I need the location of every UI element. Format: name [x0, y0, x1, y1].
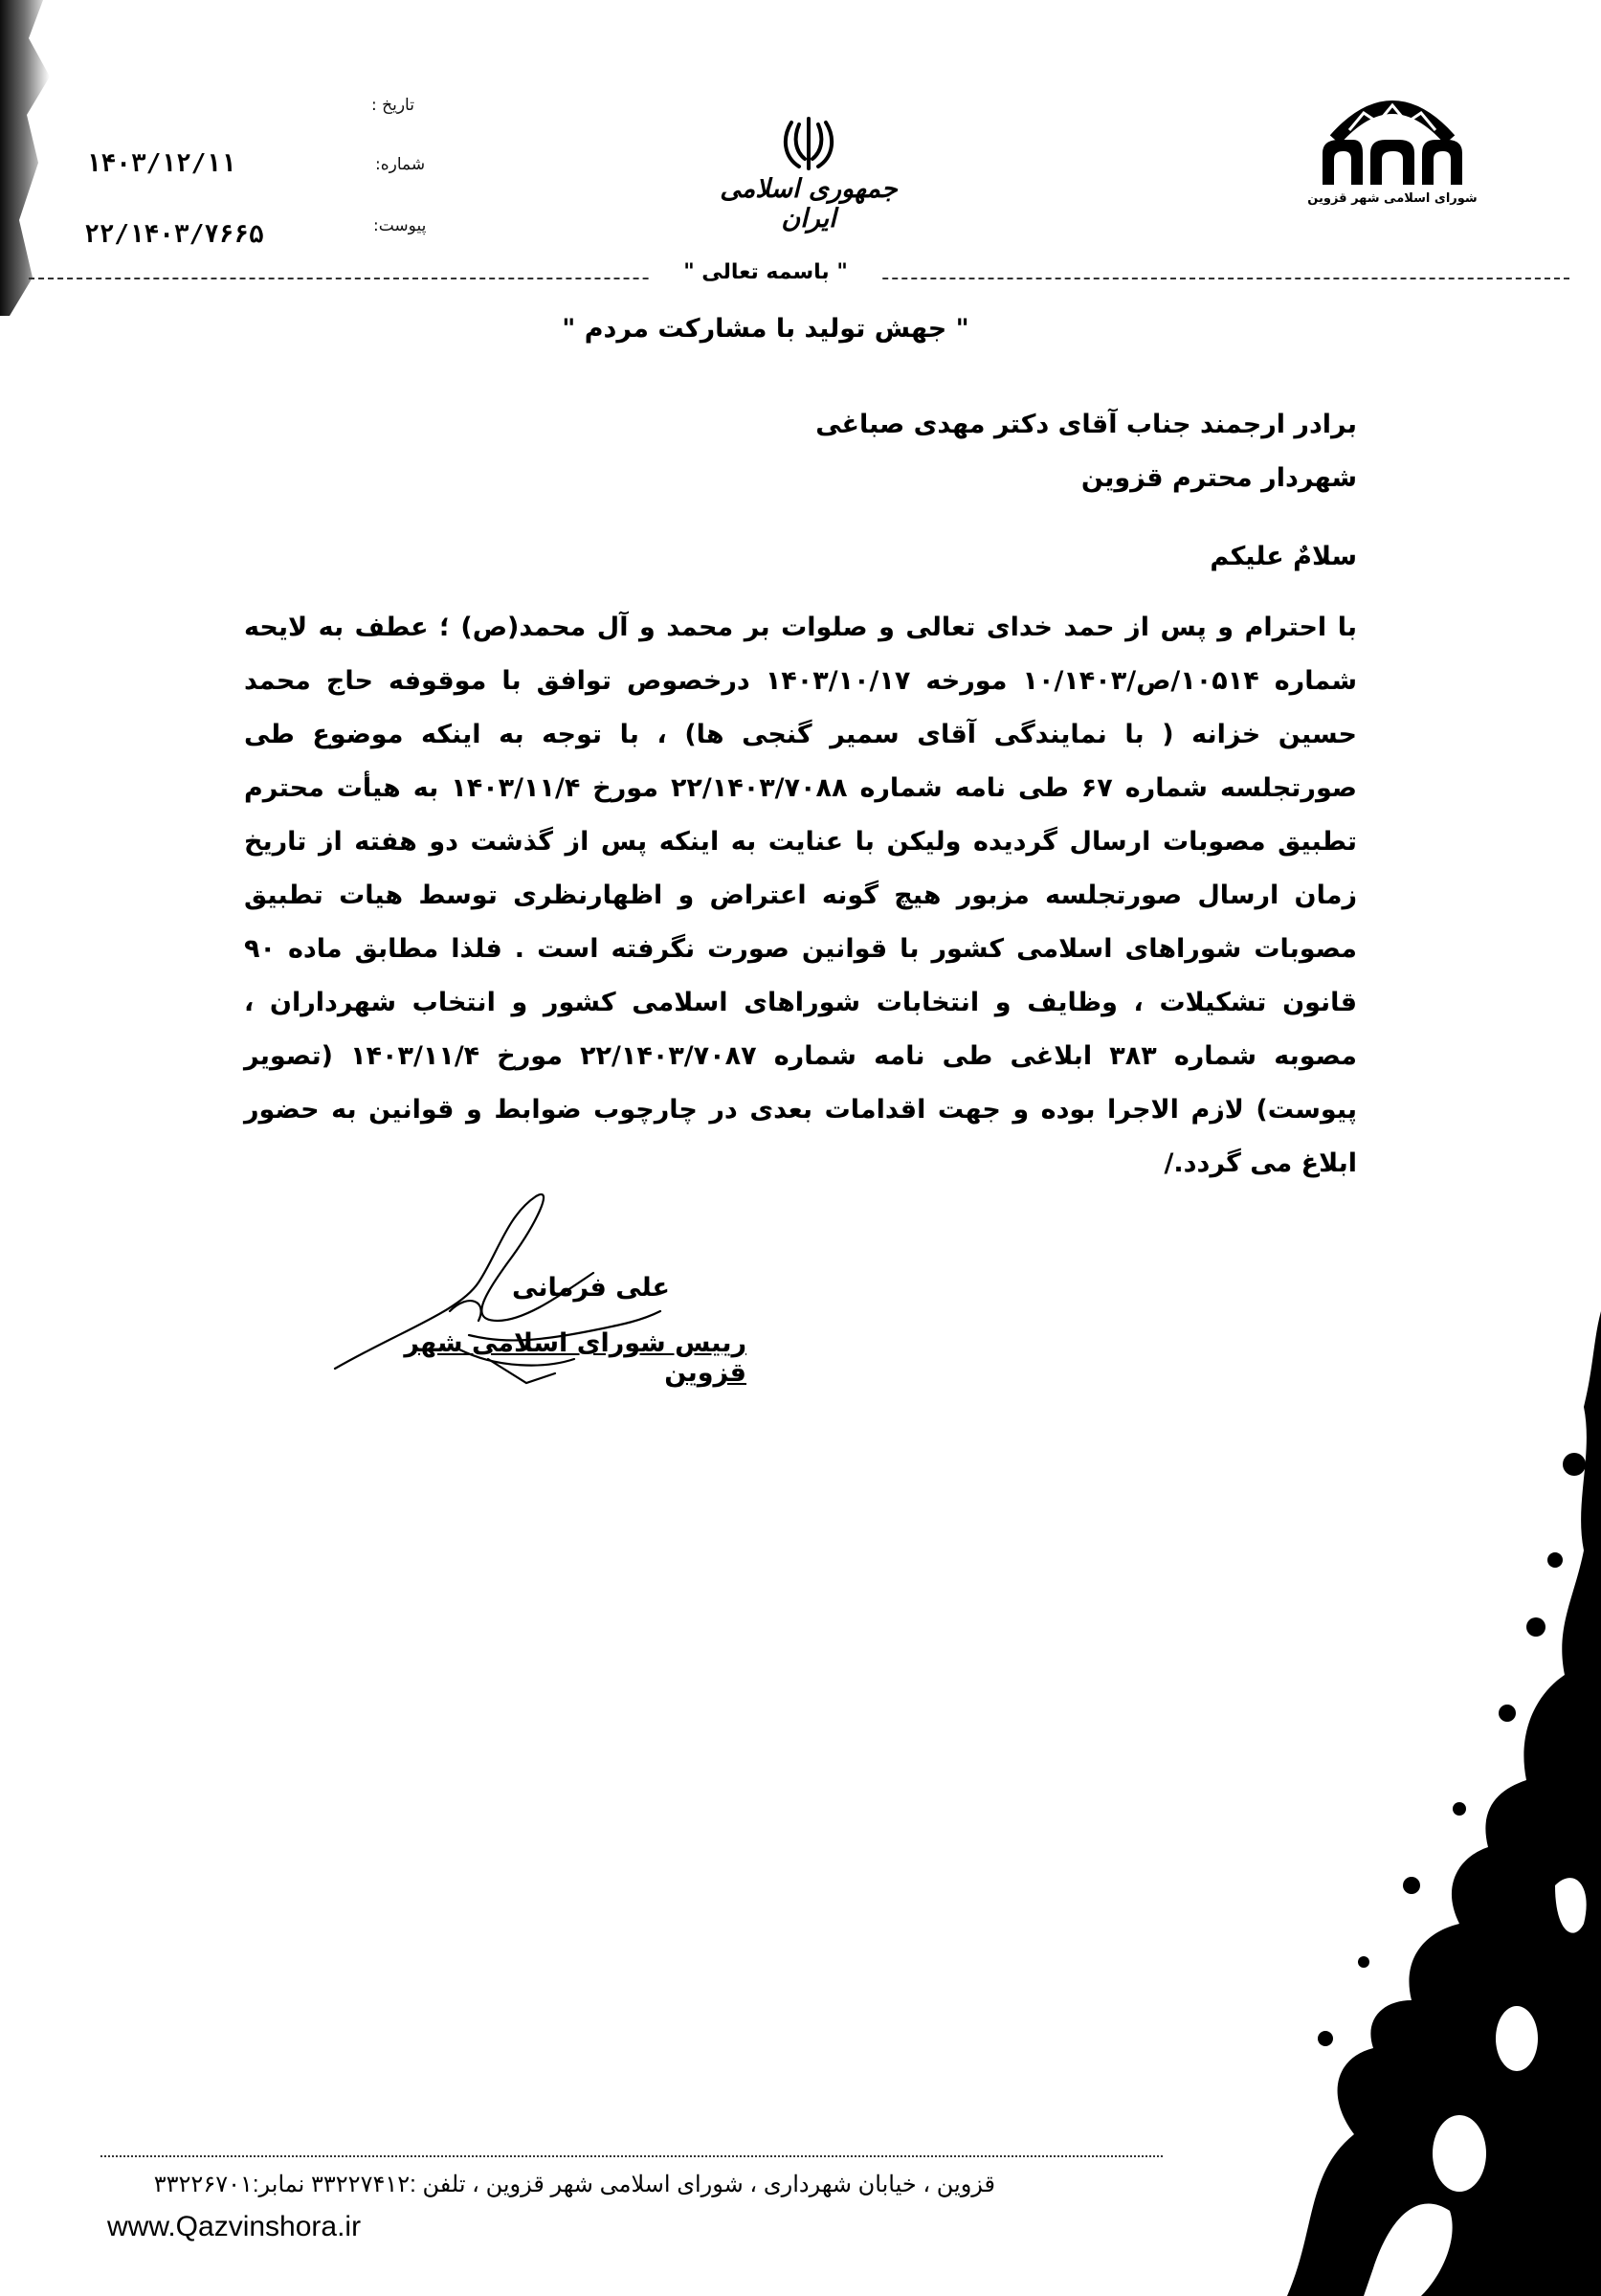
footer-address: قزوین ، خیابان شهرداری ، شورای اسلامی شهر قزوین ، تلفن :۳۳۲۲۷۴۱۲ نمابر:۳۳۲۲۶۷۰۱	[153, 2172, 995, 2197]
scan-edge-noise	[0, 0, 67, 316]
year-slogan: " جهش تولید با مشارکت مردم "	[562, 314, 969, 344]
qazvin-council-logo-icon	[1311, 84, 1474, 189]
signatory-title: رییس شورای اسلامی شهر قزوین	[404, 1328, 746, 1388]
basmala: " باسمه تعالی "	[651, 260, 880, 284]
signatory-name: علی فرمانی	[512, 1273, 670, 1303]
logo-caption: شورای اسلامی شهر قزوین	[1307, 191, 1478, 206]
letter-body	[244, 601, 1357, 1191]
number-label: شماره:	[375, 155, 426, 174]
handwritten-signature	[316, 1177, 699, 1397]
decorative-crowd-silhouette	[1172, 1311, 1601, 2296]
body-text-subject: توافق با موقوفه حاج محمد حسین خزانه ( با نمایندگی آقای سمیر گنجی ها)	[244, 666, 1357, 749]
greeting: سلامٌ علیکم	[1210, 542, 1357, 571]
footer-divider	[100, 2155, 1163, 2157]
body-text-start: با احترام و پس از حمد خدای تعالی و صلوات بر محمد و آل محمد(ص) ؛ عطف به لایحه شماره ۱۰۵۱۴/ص/۱۰/۱۴۰۳ مورخه ۱۴۰۳/۱۰/۱۷ درخصوص	[244, 613, 1357, 696]
letter-date: ۱۴۰۳/۱۲/۱۱	[86, 149, 236, 178]
attachment-label: پیوست:	[373, 216, 427, 235]
addressee-line-2: شهردار محترم قزوین	[1080, 463, 1357, 493]
date-label: تاریخ :	[371, 96, 414, 115]
emblem-caption: جمهوری اسلامی ایران	[720, 174, 898, 234]
body-text-end: ، با توجه به اینکه موضوع طی صورتجلسه شماره ۶۷ طی نامه شماره ۲۲/۱۴۰۳/۷۰۸۸ مورخ ۱۴۰۳/۱۱/۴ به هیأت محترم تطبیق مصوبات ارسال گردیده ولیکن با عنایت به اینکه پس از گذشت دو هفته از تاریخ زمان ارسال صورتجلسه مزبور هیچ گونه اعتراض و اظهارنظری توسط هیات تطبیق مصوبات شوراهای اسلامی کشور با قوانین صورت نگرفته است . فلذا مطابق ماده ۹۰ قانون تشکیلات ، وظایف و انتخابات شوراهای اسلامی کشور و انتخاب شهرداران ، مصوبه شماره ۳۸۳ ابلاغی طی نامه شماره ۲۲/۱۴۰۳/۷۰۸۷ مورخ ۱۴۰۳/۱۱/۴ (تصویر پیوست) لازم الاجرا بوده و جهت اقدامات بعدی در چارچوب ضوابط و قوانین به حضور ابلاغ می گردد./	[244, 720, 1357, 1178]
addressee-line-1: برادر ارجمند جناب آقای دکتر مهدی صباغی	[815, 410, 1357, 439]
footer-website: www.Qazvinshora.ir	[107, 2211, 362, 2242]
iran-emblem-icon	[780, 113, 837, 174]
letter-number: ۲۲/۱۴۰۳/۷۶۶۵	[84, 220, 264, 249]
